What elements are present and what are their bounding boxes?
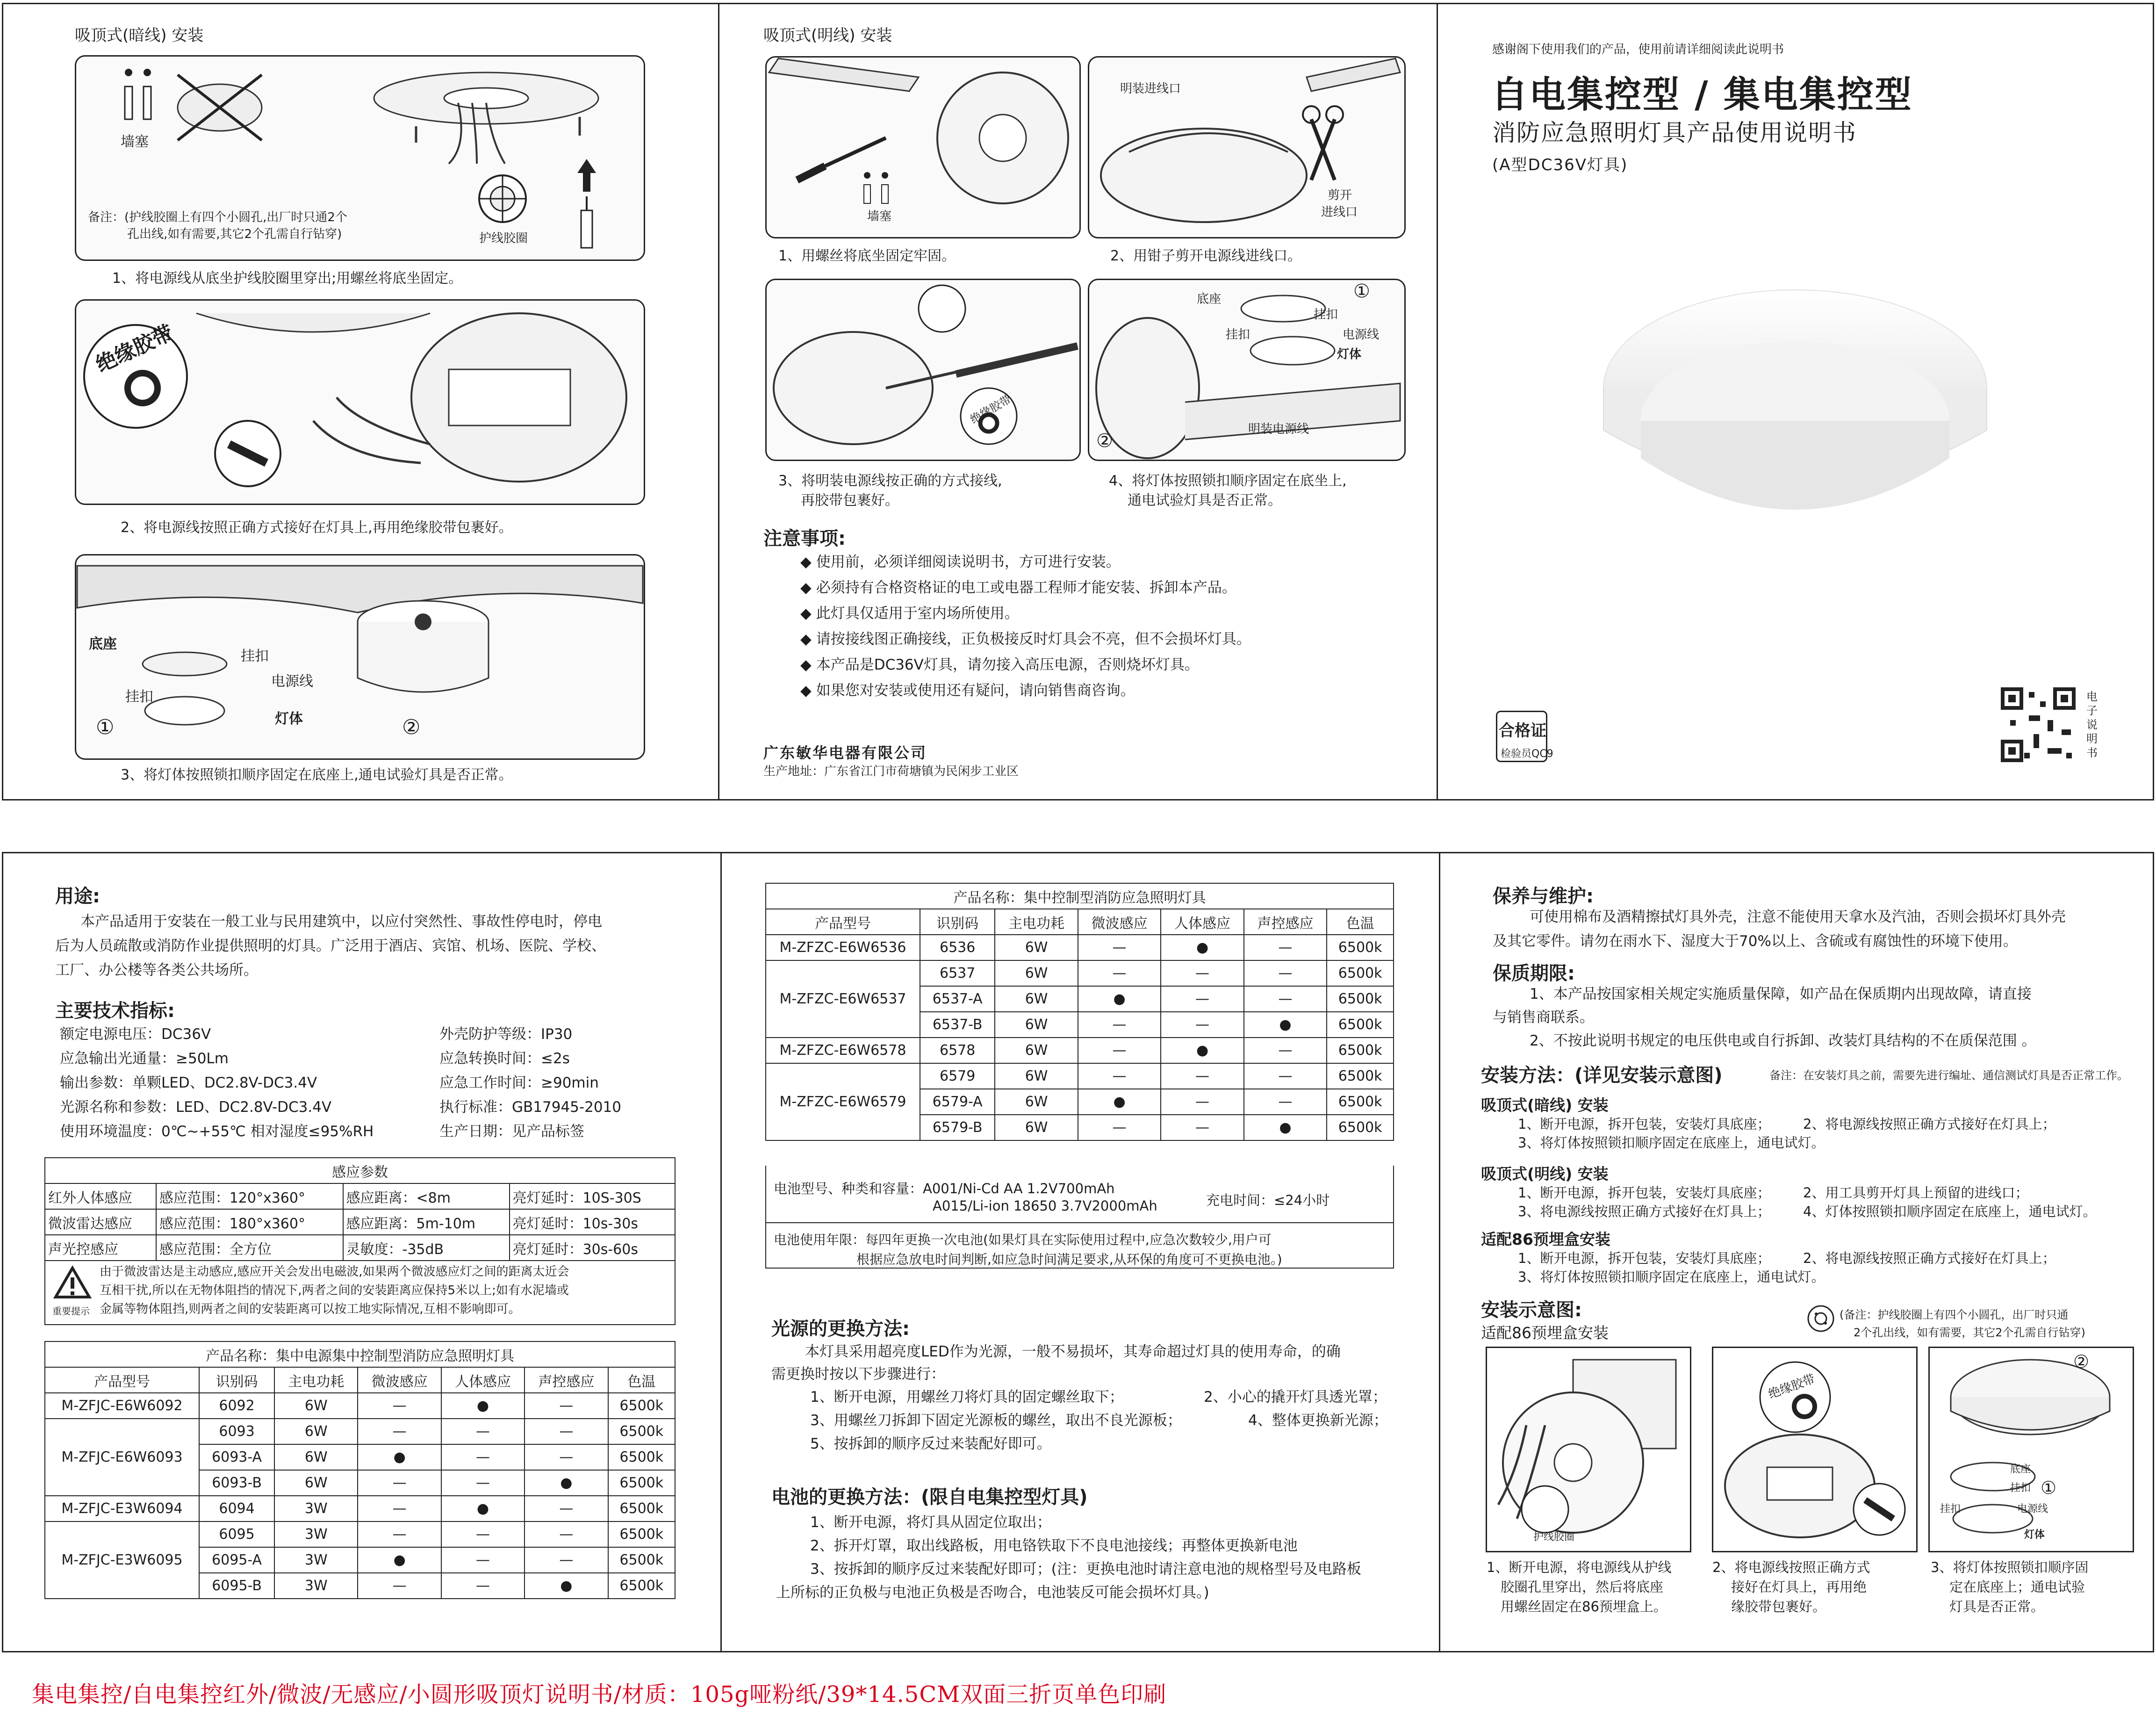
spec-title: 主要技术指标: [55, 1000, 175, 1022]
section-title: 吸顶式(暗线) 安装 [75, 26, 204, 45]
qc-label: 检验员QC9 [1501, 748, 1553, 760]
thanks-line: 感谢阁下使用我们的产品，使用前请详细阅读此说明书 [1492, 43, 1784, 57]
label-grommet: 护线胶圈 [1533, 1531, 1575, 1543]
caption-3: 定在底座上；通电试验 [1949, 1579, 2085, 1595]
battery-title: 电池的更换方法：(限自电集控型灯具) [771, 1486, 1088, 1508]
notice-title: 注意事项: [763, 528, 846, 549]
product-table-2: 产品名称：集中控制型消防应急照明灯具 产品型号 识别码 主电功耗 微波感应 人体感应 声控感应 色温 M-ZFZC-E6W6536 6536 6W — ● — 6500k M-ZFZC-E6W6537 6537 6W — — — 6500k 6537-A 6W ● — — 6500k 6537-B 6W — — ● 6500k M-ZFZC-E6W6578 6578 6W — ● — 6500k M-ZFZC-E6W6579 6579 6W — — — 6500k 6579-A 6W ● — — 6500k 6579-B 6W — — ● 6500k [765, 883, 1394, 1141]
product-table-1: 产品名称：集中电源集中控制型消防应急照明灯具 产品型号 识别码 主电功耗 微波感应 人体感应 声控感应 色温 M-ZFJC-E6W6092 6092 6W — ● — 6500k M-ZFJC-E6W6093 6093 6W — — — 6500k 6093-A 6W ● — — 6500k 6093-B 6W — — ● 6500k M-ZFJC-E3W6094 6094 3W — ● — 6500k M-ZFJC-E3W6095 6095 3W — — — 6500k 6095-A 3W ● — — 6500k 6095-B 3W — — ● 6500k [44, 1341, 676, 1599]
note-line-1: 备注：(护线胶圈上有四个小圆孔,出厂时只通2个 [88, 210, 347, 224]
label-wire: 电源线 [2017, 1503, 2048, 1515]
table-row: M-ZFZC-E6W6579 6579 6W — — — 6500k [766, 1063, 1394, 1089]
label-base: 底座 [89, 636, 117, 652]
tape-label: 绝缘胶带 [92, 320, 177, 377]
lamp-product-image [1599, 281, 1991, 542]
grommet-icon [1807, 1305, 1835, 1333]
method-1-step: 2、将电源线按照正确方式接好在灯具上； [1803, 1116, 2056, 1132]
spec-right: 外壳防护等级：IP30 [439, 1026, 573, 1043]
label-wall-plug: 墙塞 [121, 134, 149, 150]
light-step: 4、整体更换新光源； [1248, 1412, 1388, 1429]
base-screw-illustration [769, 58, 1078, 236]
warning-text: 互相干扰,所以在无物体阻挡的情况下,两者之间的安装距离应保持5米以上;如有水泥墙或 [100, 1283, 569, 1298]
battery-life: 根据应急放电时间判断,如应急时间满足要求,从环保的角度可不更换电池。) [856, 1252, 1282, 1267]
no-ceiling-illustration [173, 70, 266, 145]
step-number-2: ② [2073, 1351, 2090, 1372]
method-note: 备注：在安装灯具之前，需要先进行编址、通信测试灯具是否正常工作。 [1769, 1069, 2128, 1082]
battery-line: A015/Li-ion 18650 3.7V2000mAh [933, 1198, 1157, 1214]
table-row: M-ZFJC-E6W6093 6093 6W — — — 6500k [45, 1419, 675, 1444]
wiring-illustration [196, 304, 636, 500]
warning-label: 重要提示 [52, 1305, 90, 1317]
qr-code-icon [2001, 687, 2076, 762]
method-2-step: 2、用工具剪开灯具上预留的进线口； [1803, 1185, 2029, 1201]
notice-item: ◆ 请按接线图正确接线，正负极接反时灯具会不亮，但不会损坏灯具。 [800, 631, 1251, 648]
method-2-title: 吸顶式(明线) 安装 [1481, 1165, 1609, 1183]
light-step: 5、按拆卸的顺序反过来装配好即可。 [810, 1435, 1051, 1452]
sensor-table [44, 1157, 676, 1261]
label-buckle-2: 挂扣 [1226, 328, 1250, 342]
label-conduit: 明装电源线 [1248, 422, 1309, 436]
table-row: M-ZFZC-E6W6578 6578 6W — ● — 6500k [766, 1038, 1394, 1063]
fix-lamp-illustration [1092, 281, 1400, 458]
caption-step-1: 1、将电源线从底坐护线胶圈里穿出;用螺丝将底坐固定。 [112, 270, 463, 287]
method-title: 安装方法：(详见安装示意图) [1481, 1065, 1723, 1086]
label-buckle-1: 挂扣 [241, 648, 269, 664]
charge-time: 充电时间：≤24小时 [1206, 1192, 1330, 1208]
caption-step-1: 1、用螺丝将底坐固定牢固。 [778, 248, 956, 264]
notice-item: ◆ 本产品是DC36V灯具，请勿接入高压电源，否则烧坏灯具。 [800, 656, 1199, 673]
battery-divider [765, 1222, 1394, 1223]
cert-label: 合格证 [1499, 721, 1546, 740]
warning-icon [54, 1266, 91, 1299]
use-text: 工厂、办公楼等各类公共场所。 [55, 962, 258, 979]
warranty-text: 与销售商联系。 [1493, 1009, 1594, 1026]
diagram-title: 安装示意图: [1481, 1299, 1582, 1321]
caption-2: 2、将电源线按照正确方式 [1712, 1559, 1870, 1575]
tape-label: 绝缘胶带 [968, 392, 1013, 426]
notice-item: ◆ 必须持有合格资格证的电工或电器工程师才能安装、拆卸本产品。 [800, 579, 1236, 596]
use-text: 本产品适用于安装在一般工业与民用建筑中，以应付突然性、事故性停电时，停电 [80, 913, 602, 930]
method-2-step: 4、灯体按照锁扣顺序固定在底座上，通电试灯。 [1803, 1204, 2097, 1219]
ceiling-illustration [77, 556, 643, 757]
screwdriver-icon [573, 159, 601, 252]
warranty-title: 保质期限: [1493, 963, 1575, 984]
method-3-step: 1、断开电源，拆开包装，安装灯具底座； [1518, 1250, 1771, 1266]
label-buckle-1: 挂扣 [2010, 1482, 2031, 1494]
label-base: 底座 [1197, 292, 1222, 306]
method-1-step: 3、将灯体按照锁扣顺序固定在底座上，通电试灯。 [1518, 1135, 1825, 1151]
light-step: 3、用螺丝刀拆卸下固定光源板的螺丝，取出不良光源板； [810, 1412, 1182, 1429]
use-title: 用途: [55, 886, 100, 907]
diagram-note: 2个孔出线，如有需要，其它2个孔需自行钻穿) [1854, 1326, 2085, 1339]
caption-3: 3、将灯体按照锁扣顺序固 [1931, 1559, 2089, 1575]
section-title: 吸顶式(明线) 安装 [763, 26, 892, 45]
table-title: 产品名称：集中控制型消防应急照明灯具 [766, 883, 1394, 909]
maintenance-text: 及其它零件。请勿在雨水下、湿度大于70%以上、含硫或有腐蚀性的环境下使用。 [1493, 933, 2018, 950]
table-row: 6537-B 6W — — ● 6500k [766, 1012, 1394, 1038]
spec-left: 应急输出光通量：≥50Lm [60, 1050, 229, 1067]
use-text: 后为人员疏散或消防作业提供照明的灯具。广泛用于酒店、宾馆、机场、医院、学校、 [55, 937, 606, 954]
table-row: M-ZFZC-E6W6537 6537 6W — — — 6500k [766, 960, 1394, 986]
caption-1: 胶圈孔里穿出，然后将底座 [1501, 1579, 1664, 1595]
sensor-table-title: 感应参数 [45, 1158, 675, 1183]
table-row: 6537-A 6W ● — — 6500k [766, 986, 1394, 1012]
step-number-1: ① [1353, 281, 1370, 302]
label-cut-1: 剪开 [1328, 188, 1352, 202]
caption-step-4-line-2: 通电试验灯具是否正常。 [1128, 492, 1282, 509]
base-mounting-illustration [365, 61, 608, 168]
step-number-1: ① [96, 715, 115, 739]
light-text: 需更换时按以下步骤进行： [771, 1366, 945, 1383]
table-row: 微波雷达感应 感应范围：180°x360° 感应距离：5m-10m 亮灯延时：10s-30s [45, 1209, 675, 1235]
company-address: 生产地址：广东省江门市荷塘镇为民闲步工业区 [763, 764, 1019, 779]
battery-step: 3、按拆卸的顺序反过来装配好即可；(注：更换电池时请注意电池的规格型号及电路板 [810, 1561, 1361, 1578]
table-row: M-ZFZC-E6W6536 6536 6W — ● — 6500k [766, 935, 1394, 960]
spec-right: 执行标准：GB17945-2010 [439, 1099, 621, 1116]
method-3-step: 2、将电源线按照正确方式接好在灯具上； [1803, 1250, 2056, 1266]
qr-label-char: 说 [2086, 718, 2098, 731]
method-3-step: 3、将灯体按照锁扣顺序固定在底座上，通电试灯。 [1518, 1269, 1825, 1285]
spec-left: 光源名称和参数：LED、DC2.8V-DC3.4V [60, 1099, 332, 1116]
light-step: 2、小心的撬开灯具透光罩； [1204, 1389, 1387, 1406]
surface-wiring-illustration [769, 281, 1078, 458]
caption-step-4-line-1: 4、将灯体按照锁扣顺序固定在底坐上, [1109, 473, 1347, 489]
qr-label-char: 电 [2086, 690, 2098, 703]
caption-step-3-line-2: 再胶带包裹好。 [801, 492, 899, 509]
label-buckle-2: 挂扣 [125, 689, 153, 705]
table-row: M-ZFJC-E6W6092 6092 6W — ● — 6500k [45, 1393, 675, 1419]
method-1-step: 1、断开电源，拆开包装，安装灯具底座； [1518, 1116, 1771, 1132]
subtitle: 消防应急照明灯具产品使用说明书 [1492, 119, 1857, 146]
table-row: 6579-B 6W — — ● 6500k [766, 1115, 1394, 1140]
notice-item: ◆ 使用前，必须详细阅读说明书，方可进行安装。 [800, 554, 1121, 570]
table-row: 6093-B 6W — — ● 6500k [45, 1470, 675, 1496]
battery-step: 1、断开电源，将灯具从固定位取出； [810, 1514, 1051, 1531]
label-base: 底座 [2010, 1464, 2031, 1475]
table-row: 6093-A 6W ● — — 6500k [45, 1444, 675, 1470]
qr-label [2085, 690, 2099, 760]
caption-step-3-line-1: 3、将明装电源线按正确的方式接线, [778, 473, 1002, 489]
mount-86-box-illustration [1489, 1350, 1688, 1549]
method-1-title: 吸顶式(暗线) 安装 [1481, 1096, 1609, 1114]
diagram-note: (备注：护线胶圈上有四个小圆孔，出厂时只通 [1840, 1308, 2069, 1321]
caption-2: 缘胶带包裹好。 [1731, 1599, 1826, 1615]
grommet-icon [477, 173, 528, 224]
notice-item: ◆ 此灯具仅适用于室内场所使用。 [800, 605, 1019, 622]
tape-label: 绝缘胶带 [1766, 1371, 1817, 1402]
battery-line: 电池型号、种类和容量：A001/Ni-Cd AA 1.2V700mAh [774, 1181, 1115, 1197]
maintenance-title: 保养与维护: [1493, 886, 1594, 907]
battery-step: 上所标的正负极与电池正负极是否吻合，电池装反可能会损坏灯具。) [776, 1584, 1209, 1601]
brand-title: 自电集控型 / 集电集控型 [1491, 74, 1913, 116]
spec-left: 输出参数：单颗LED、DC2.8V-DC3.4V [60, 1074, 317, 1091]
qr-label-char: 明 [2086, 732, 2098, 745]
label-body: 灯体 [275, 711, 303, 727]
caption-1: 用螺丝固定在86预埋盒上。 [1501, 1599, 1667, 1615]
label-body: 灯体 [2024, 1529, 2045, 1541]
table-row: 声光控感应 感应范围：全方位 灵敏度：-35dB 亮灯延时：30s-60s [45, 1235, 675, 1261]
warning-text: 金属等物体阻挡,则两者之间的安装距离可以按工地实际情况,互相不影响即可。 [100, 1302, 521, 1316]
spec-right: 应急工作时间：≥90min [439, 1074, 599, 1091]
label-inlet: 明装进线口 [1120, 82, 1181, 96]
step-number-2: ② [402, 715, 421, 739]
fix-lamp-illustration [1932, 1350, 2131, 1549]
spec-left: 使用环境温度：0℃~+55℃ 相对湿度≤95%RH [60, 1123, 374, 1140]
company-name: 广东敏华电器有限公司 [763, 744, 927, 762]
table-row: M-ZFJC-E3W6094 6094 3W — ● — 6500k [45, 1496, 675, 1521]
light-title: 光源的更换方法: [771, 1318, 910, 1340]
spec-right: 生产日期：见产品标签 [439, 1123, 584, 1140]
label-buckle-1: 挂扣 [1314, 308, 1338, 322]
spec-left: 额定电源电压：DC36V [60, 1026, 211, 1043]
note-line-2: 孔出线,如有需要,其它2个孔需自行钻穿) [127, 227, 342, 241]
caption-2: 接好在灯具上，再用绝 [1731, 1579, 1867, 1595]
maintenance-text: 可使用棉布及酒精擦拭灯具外壳，注意不能使用天拿水及汽油，否则会损坏灯具外壳 [1530, 908, 2066, 925]
notice-item: ◆ 如果您对安装或使用还有疑问，请向销售商咨询。 [800, 682, 1135, 699]
label-wire: 电源线 [271, 673, 313, 690]
print-spec-footer: 集电集控/自电集控红外/微波/无感应/小圆形吸顶灯说明书/材质：105g哑粉纸/39*14.5CM双面三折页单色印刷 [32, 1681, 1167, 1708]
label-buckle-2: 挂扣 [1940, 1503, 1961, 1515]
label-wire: 电源线 [1343, 328, 1380, 342]
table-row: 6579-A 6W ● — — 6500k [766, 1089, 1394, 1115]
caption-step-3: 3、将灯体按照锁扣顺序固定在底座上,通电试验灯具是否正常。 [121, 767, 513, 783]
table-row: 红外人体感应 感应范围：120°x360° 感应距离：<8m 亮灯延时：10S-30S [45, 1183, 675, 1209]
label-cut-2: 进线口 [1321, 205, 1358, 219]
table-row: 6095-A 3W ● — — 6500k [45, 1547, 675, 1573]
method-3-title: 适配86预埋盒安装 [1481, 1230, 1610, 1248]
step-number-1: ① [2041, 1478, 2057, 1498]
label-body: 灯体 [1337, 347, 1362, 361]
wall-plug-illustration [117, 65, 173, 136]
diagram-subtitle: 适配86预埋盒安装 [1481, 1324, 1609, 1342]
warning-text: 由于微波雷达是主动感应,感应开关会发出电磁波,如果两个微波感应灯之间的距离太近会 [100, 1265, 569, 1279]
label-wall-plug: 墙塞 [867, 209, 892, 224]
label-grommet: 护线胶圈 [479, 231, 528, 245]
battery-life: 电池使用年限：每四年更换一次电池(如果灯具在实际使用过程中,应急次数较少,用户可 [774, 1232, 1272, 1247]
warranty-text: 1、本产品按国家相关规定实施质量保障，如产品在保质期内出现故障，请直接 [1530, 986, 2032, 1002]
caption-3: 灯具是否正常。 [1949, 1599, 2045, 1615]
step-number-2: ② [1096, 430, 1113, 452]
spec-right: 应急转换时间：≤2s [439, 1050, 570, 1067]
caption-1: 1、断开电源，将电源线从护线 [1487, 1559, 1672, 1575]
table-row: 6095-B 3W — — ● 6500k [45, 1573, 675, 1599]
caption-step-2: 2、将电源线按照正确方式接好在灯具上,再用绝缘胶带包裹好。 [121, 519, 513, 536]
warranty-text: 2、不按此说明书规定的电压供电或自行拆卸、改装灯具结构的不在质保范围 。 [1530, 1032, 2036, 1049]
qr-label-char: 子 [2086, 704, 2098, 717]
light-text: 本灯具采用超亮度LED作为光源，一般不易损坏，其寿命超过灯具的使用寿命，的确 [805, 1343, 1341, 1360]
table-title: 产品名称：集中电源集中控制型消防应急照明灯具 [45, 1341, 675, 1367]
qr-label-char: 书 [2086, 746, 2098, 759]
battery-step: 2、拆开灯罩，取出线路板，用电铬铁取下不良电池接线；再整体更换新电池 [810, 1537, 1298, 1554]
caption-step-2: 2、用钳子剪开电源线进线口。 [1110, 248, 1302, 264]
variant: (A型DC36V灯具) [1492, 156, 1628, 174]
table-row: M-ZFJC-E3W6095 6095 3W — — — 6500k [45, 1521, 675, 1547]
method-2-step: 3、将电源线按照正确方式接好在灯具上； [1518, 1204, 1771, 1219]
light-step: 1、断开电源，用螺丝刀将灯具的固定螺丝取下； [810, 1389, 1124, 1406]
method-2-step: 1、断开电源，拆开包装，安装灯具底座； [1518, 1185, 1771, 1201]
